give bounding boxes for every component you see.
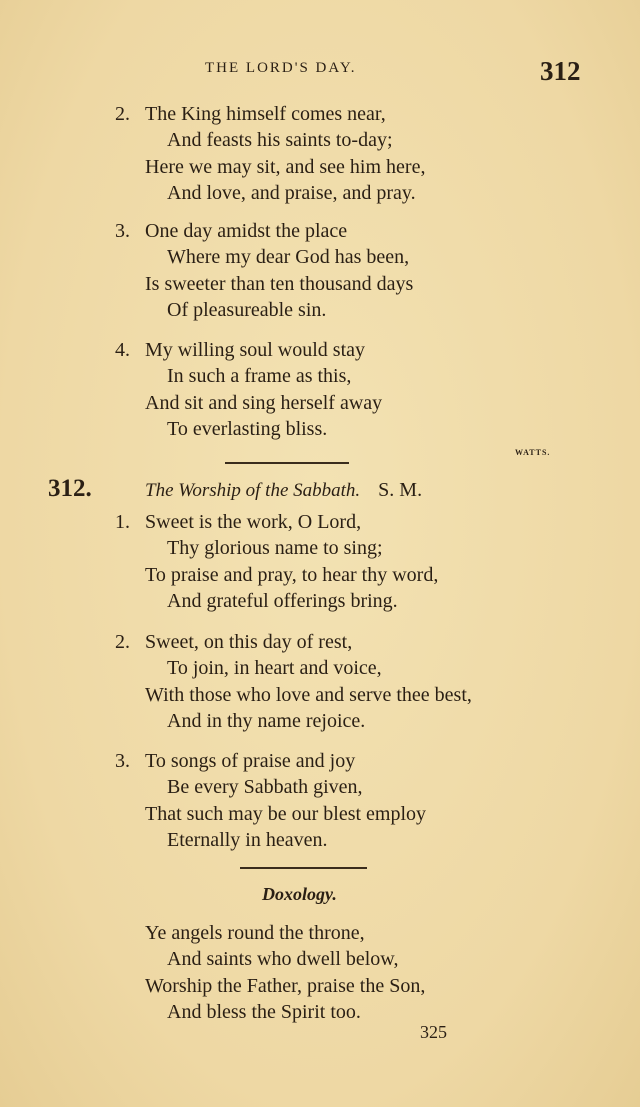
verse-text: One day amidst the place <box>145 220 348 242</box>
verse-line: To praise and pray, to hear thy word, <box>145 563 439 586</box>
folio-number: 325 <box>420 1022 447 1042</box>
running-title: THE LORD'S DAY. <box>205 60 357 76</box>
stanza-number: 1. <box>115 511 130 533</box>
verse-line: And saints who dwell below, <box>167 948 399 971</box>
verse-line: Worship the Father, praise the Son, <box>145 974 426 997</box>
verse-line: With those who love and serve thee best, <box>145 683 472 706</box>
stanza <box>115 218 413 323</box>
verse-line: And sit and sing herself away <box>145 391 383 414</box>
verse-line <box>115 218 413 244</box>
verse-line: That such may be our blest employ <box>145 802 427 825</box>
verse-line <box>115 629 472 655</box>
stanza <box>115 509 438 614</box>
verse-text: My willing soul would stay <box>145 339 366 361</box>
divider <box>225 462 349 464</box>
verse-line <box>115 101 425 127</box>
verse-line: And in thy name rejoice. <box>167 709 366 732</box>
verse-line: Here we may sit, and see him here, <box>145 155 426 178</box>
verse-text: Sweet, on this day of rest, <box>145 631 353 653</box>
stanza-number: 4. <box>115 339 130 361</box>
hymn-meter: S. M. <box>378 479 423 501</box>
stanza-number: 3. <box>115 750 130 772</box>
verse-line: And bless the Spirit too. <box>167 1000 361 1023</box>
verse-line: Where my dear God has been, <box>167 246 410 269</box>
verse-line <box>115 509 438 535</box>
author-attribution: WATTS. <box>515 448 551 457</box>
verse-text: The King himself comes near, <box>145 103 386 125</box>
verse-line: Eternally in heaven. <box>167 828 328 851</box>
verse-line: To join, in heart and voice, <box>167 657 382 680</box>
page-number: 312 <box>540 56 581 86</box>
verse-line <box>115 337 382 363</box>
verse-line: Thy glorious name to sing; <box>167 537 383 560</box>
doxology-title: Doxology. <box>262 884 337 904</box>
verse-line: And grateful offerings bring. <box>167 589 398 612</box>
stanza <box>115 629 472 734</box>
verse-line: To everlasting bliss. <box>167 417 328 440</box>
stanza <box>115 101 425 206</box>
verse-line: In such a frame as this, <box>167 365 352 388</box>
stanza <box>115 337 382 442</box>
verse-text: Sweet is the work, O Lord, <box>145 511 362 533</box>
stanza <box>115 748 426 853</box>
divider <box>240 867 367 869</box>
verse-line: Be every Sabbath given, <box>167 776 363 799</box>
verse-text: To songs of praise and joy <box>145 750 356 772</box>
stanza-number: 2. <box>115 103 130 125</box>
hymn-number: 312. <box>48 475 92 502</box>
verse-line: And love, and praise, and pray. <box>167 181 416 204</box>
doxology-stanza <box>115 920 425 1025</box>
verse-line: Of pleasureable sin. <box>167 298 327 321</box>
stanza-number: 3. <box>115 220 130 242</box>
hymn-heading <box>145 479 422 502</box>
verse-line: Is sweeter than ten thousand days <box>145 272 414 295</box>
verse-line <box>115 748 426 774</box>
stanza-number: 2. <box>115 631 130 653</box>
verse-line: Ye angels round the throne, <box>145 922 365 944</box>
verse-line: And feasts his saints to-day; <box>167 129 393 152</box>
hymn-title: The Worship of the Sabbath. <box>145 480 361 501</box>
